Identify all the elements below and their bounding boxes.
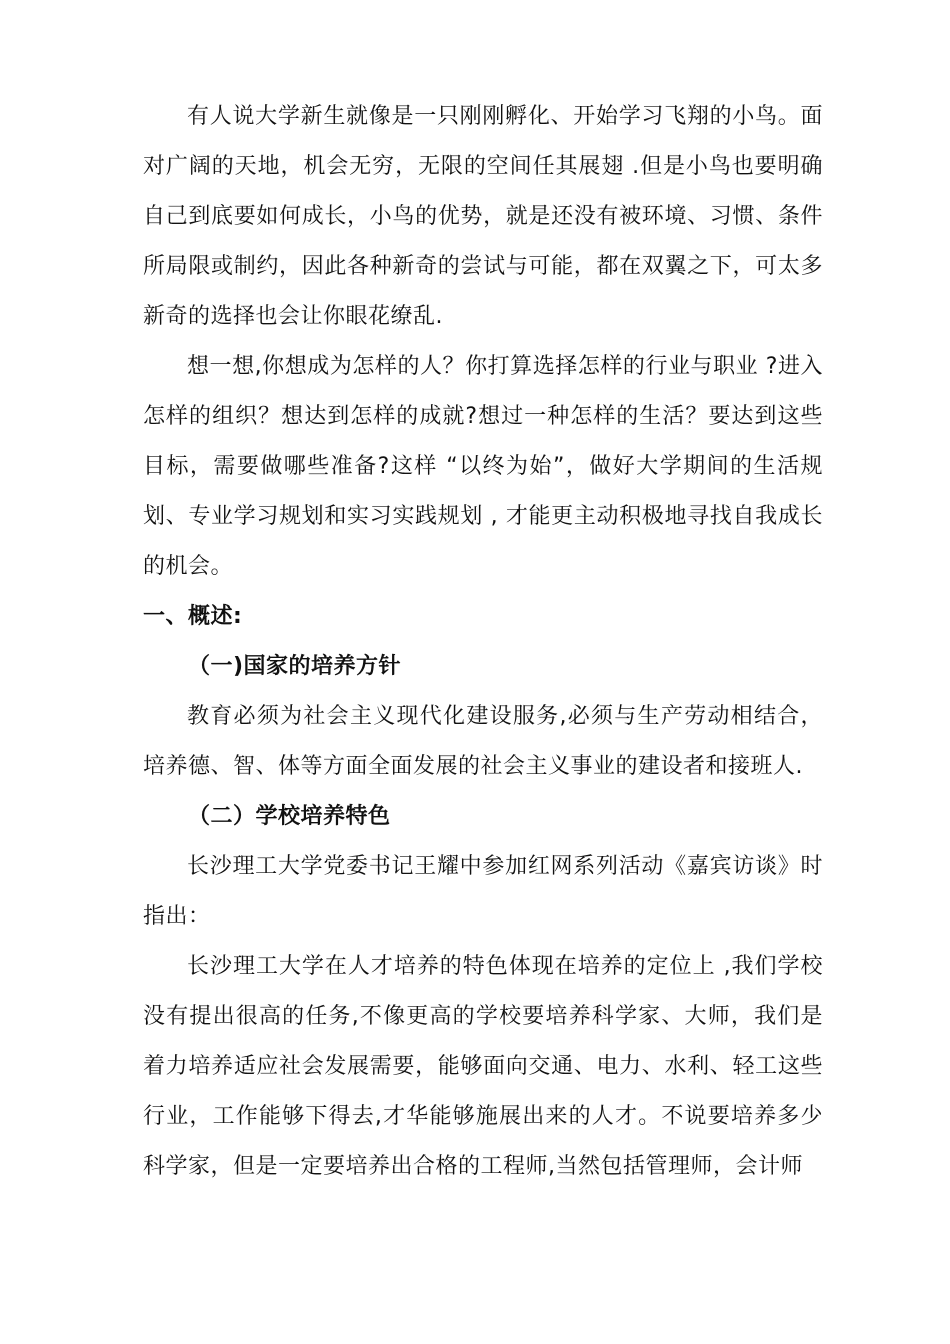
paragraph-intro: 有人说大学新生就像是一只刚刚孵化、开始学习飞翔的小鸟。面对广阔的天地，机会无穷，无限的空间任其展翅 .但是小鸟也要明确自己到底要如何成长，小鸟的优势，就是还没有被环境、习惯、条件所局限或制约，因此各种新奇的尝试与可能，都在双翼之下，可太多新奇的选择也会让你眼花缭乱. (143, 104, 823, 329)
paragraph-school-training: 长沙理工大学在人才培养的特色体现在培养的定位上 ,我们学校没有提出很高的任务,不像更高的学校要培养科学家、大师，我们是着力培养适应社会发展需要，能够面向交通、电力、水利、轻工这些行业，工作能够下得去,才华能够施展出来的人才。不说要培养多少科学家，但是一定要培养出合格的工程师,当然包括管理师，会计师 (143, 954, 823, 1179)
section-heading-overview: 一、概述: (143, 604, 243, 629)
document-body (143, 92, 823, 1192)
paragraph-questions: 想一想,你想成为怎样的人？你打算选择怎样的行业与职业 ?进入怎样的组织？想达到怎样的成就?想过一种怎样的生活？要达到这些目标，需要做哪些准备?这样 “以终为始”，做好大学期间的生活规划、专业学习规划和实习实践规划 , 才能更主动积极地寻找自我成长的机会。 (143, 354, 823, 579)
paragraph-education-policy: 教育必须为社会主义现代化建设服务,必须与生产劳动相结合，培养德、智、体等方面全面发展的社会主义事业的建设者和接班人. (143, 704, 823, 779)
subheading-national-policy: （一)国家的培养方针 (188, 654, 402, 679)
subheading-school-features: （二）学校培养特色 (188, 804, 391, 829)
paragraph-interview-intro: 长沙理工大学党委书记王耀中参加红网系列活动《嘉宾访谈》时指出： (143, 854, 823, 929)
